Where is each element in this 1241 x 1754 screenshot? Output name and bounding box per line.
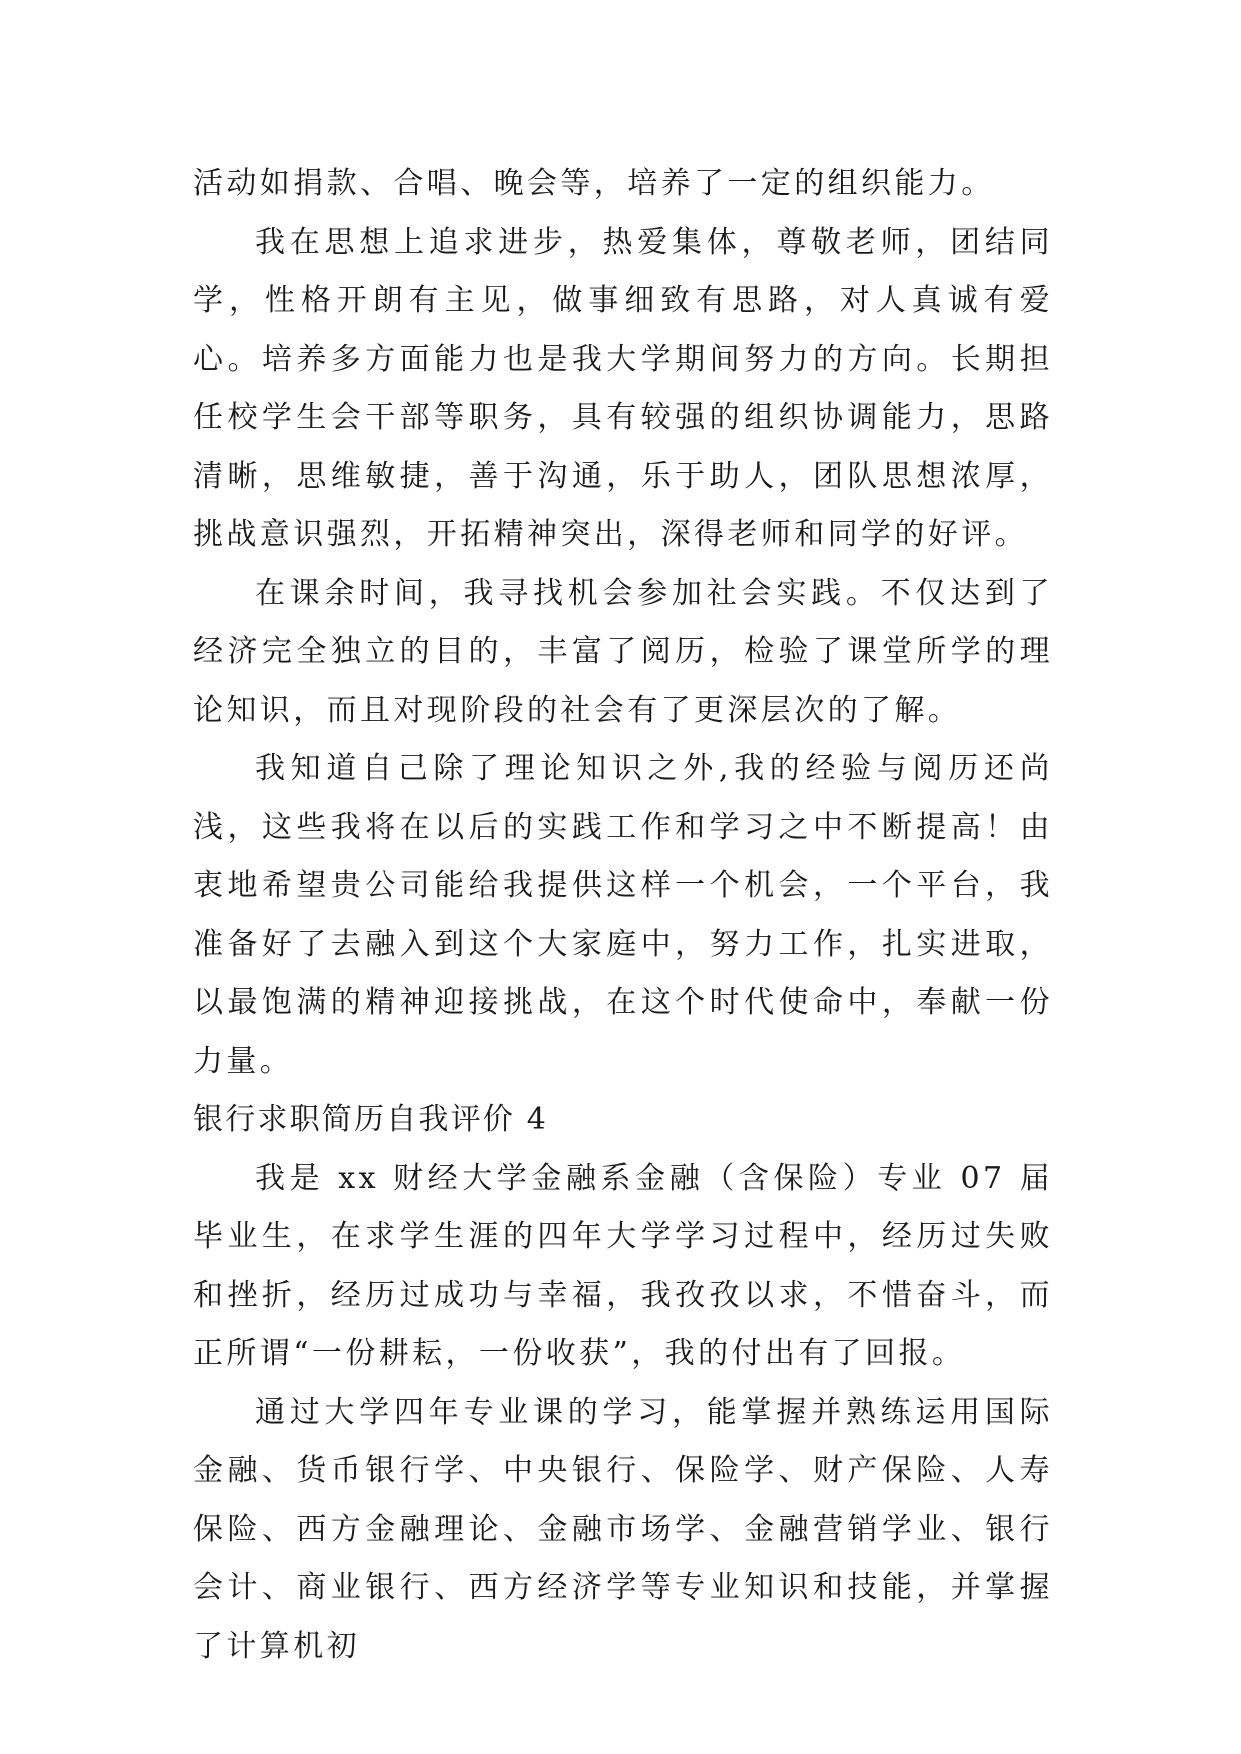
document-body [193,155,1053,1676]
paragraph-aspiration: 我知道自己除了理论知识之外,我的经验与阅历还尚浅，这些我将在以后的实践工作和学习之中不断提高！由衷地希望贵公司能给我提供这样一个机会，一个平台，我准备好了去融入到这个大家庭中，努力工作，扎实进取，以最饱满的精神迎接挑战，在这个时代使命中，奉献一份力量。 [193,751,1053,1079]
paragraph-coursework: 通过大学四年专业课的学习，能掌握并熟练运用国际金融、货币银行学、中央银行、保险学、财产保险、人寿保险、西方金融理论、金融市场学、金融营销学业、银行会计、商业银行、西方经济学等专业知识和技能，并掌握了计算机初 [193,1394,1053,1664]
section-heading: 银行求职简历自我评价 4 [193,1102,549,1137]
paragraph-social-practice: 在课余时间，我寻找机会参加社会实践。不仅达到了经济完全独立的目的，丰富了阅历，检验了课堂所学的理论知识，而且对现阶段的社会有了更深层次的了解。 [193,575,1053,728]
paragraph-continuation: 活动如捐款、合唱、晚会等，培养了一定的组织能力。 [193,166,995,201]
paragraph-introduction: 我是 xx 财经大学金融系金融（含保险）专业 07 届毕业生，在求学生涯的四年大学学习过程中，经历过失败和挫折，经历过成功与幸福，我孜孜以求，不惜奋斗，而正所谓“一份耕耘，一份收获”，我的付出有了回报。 [193,1160,1053,1371]
paragraph-personality: 我在思想上追求进步，热爱集体，尊敬老师，团结同学，性格开朗有主见，做事细致有思路，对人真诚有爱心。培养多方面能力也是我大学期间努力的方向。长期担任校学生会干部等职务，具有较强的组织协调能力，思路清晰，思维敏捷，善于沟通，乐于助人，团队思想浓厚，挑战意识强烈，开拓精神突出，深得老师和同学的好评。 [193,224,1053,552]
